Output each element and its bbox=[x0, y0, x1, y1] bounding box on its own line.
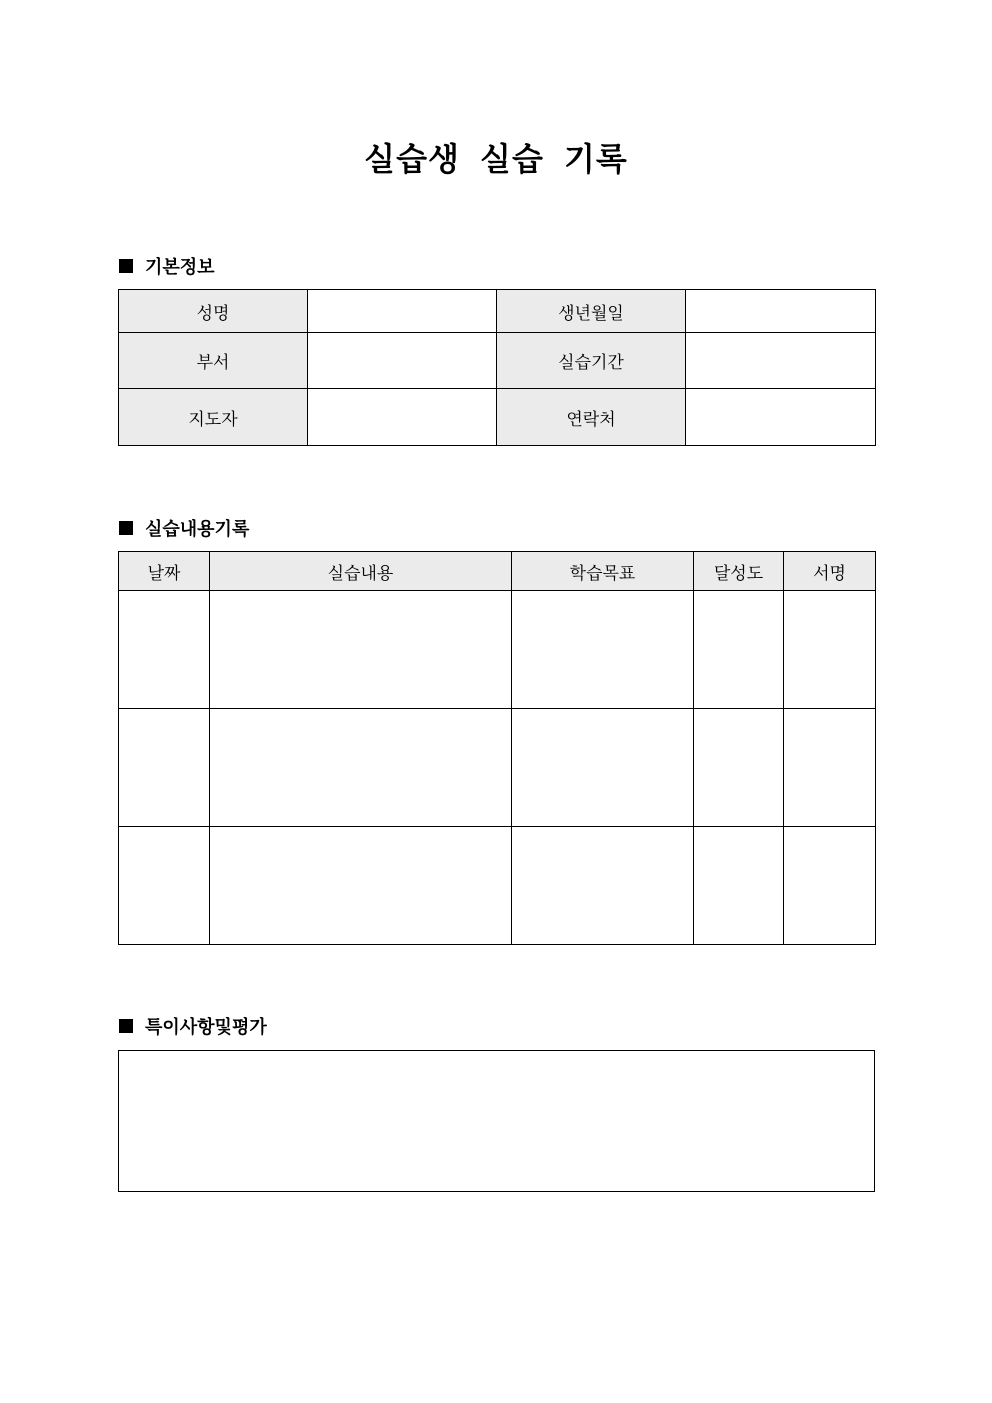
notes-heading bbox=[119, 1013, 267, 1039]
goal-cell[interactable] bbox=[512, 709, 694, 827]
birthdate-label: 생년월일 bbox=[497, 290, 686, 333]
signature-cell[interactable] bbox=[784, 709, 876, 827]
signature-cell[interactable] bbox=[784, 591, 876, 709]
table-row bbox=[119, 290, 876, 333]
column-header-signature: 서명 bbox=[784, 552, 876, 591]
basic-info-heading-label: 기본정보 bbox=[145, 257, 215, 278]
notes-heading-label: 특이사항및평가 bbox=[145, 1017, 267, 1038]
achievement-cell[interactable] bbox=[694, 591, 784, 709]
table-row bbox=[119, 389, 876, 446]
birthdate-field[interactable] bbox=[686, 290, 876, 333]
date-cell[interactable] bbox=[119, 709, 210, 827]
name-label: 성명 bbox=[119, 290, 308, 333]
square-bullet-icon bbox=[119, 1019, 133, 1033]
square-bullet-icon bbox=[119, 259, 133, 273]
basic-info-heading bbox=[119, 253, 215, 279]
goal-cell[interactable] bbox=[512, 827, 694, 945]
practice-record-heading bbox=[119, 515, 249, 541]
supervisor-label: 지도자 bbox=[119, 389, 308, 446]
practice-record-table bbox=[118, 551, 876, 945]
date-cell[interactable] bbox=[119, 827, 210, 945]
practice-record-heading-label: 실습내용기록 bbox=[145, 519, 250, 540]
column-header-achievement: 달성도 bbox=[694, 552, 784, 591]
practice-period-field[interactable] bbox=[686, 333, 876, 389]
name-field[interactable] bbox=[308, 290, 497, 333]
achievement-cell[interactable] bbox=[694, 709, 784, 827]
supervisor-field[interactable] bbox=[308, 389, 497, 446]
contact-label: 연락처 bbox=[497, 389, 686, 446]
table-row bbox=[119, 827, 876, 945]
page-title: 실습생 실습 기록 bbox=[364, 140, 628, 178]
table-row bbox=[119, 333, 876, 389]
square-bullet-icon bbox=[119, 521, 133, 535]
content-cell[interactable] bbox=[210, 827, 512, 945]
table-header-row bbox=[119, 552, 876, 591]
column-header-content: 실습내용 bbox=[210, 552, 512, 591]
table-row bbox=[119, 591, 876, 709]
column-header-goal: 학습목표 bbox=[512, 552, 694, 591]
goal-cell[interactable] bbox=[512, 591, 694, 709]
notes-evaluation-box[interactable] bbox=[118, 1050, 875, 1192]
content-cell[interactable] bbox=[210, 709, 512, 827]
achievement-cell[interactable] bbox=[694, 827, 784, 945]
content-cell[interactable] bbox=[210, 591, 512, 709]
basic-info-table bbox=[118, 289, 876, 446]
table-row bbox=[119, 709, 876, 827]
department-label: 부서 bbox=[119, 333, 308, 389]
practice-period-label: 실습기간 bbox=[497, 333, 686, 389]
column-header-date: 날짜 bbox=[119, 552, 210, 591]
signature-cell[interactable] bbox=[784, 827, 876, 945]
department-field[interactable] bbox=[308, 333, 497, 389]
date-cell[interactable] bbox=[119, 591, 210, 709]
contact-field[interactable] bbox=[686, 389, 876, 446]
